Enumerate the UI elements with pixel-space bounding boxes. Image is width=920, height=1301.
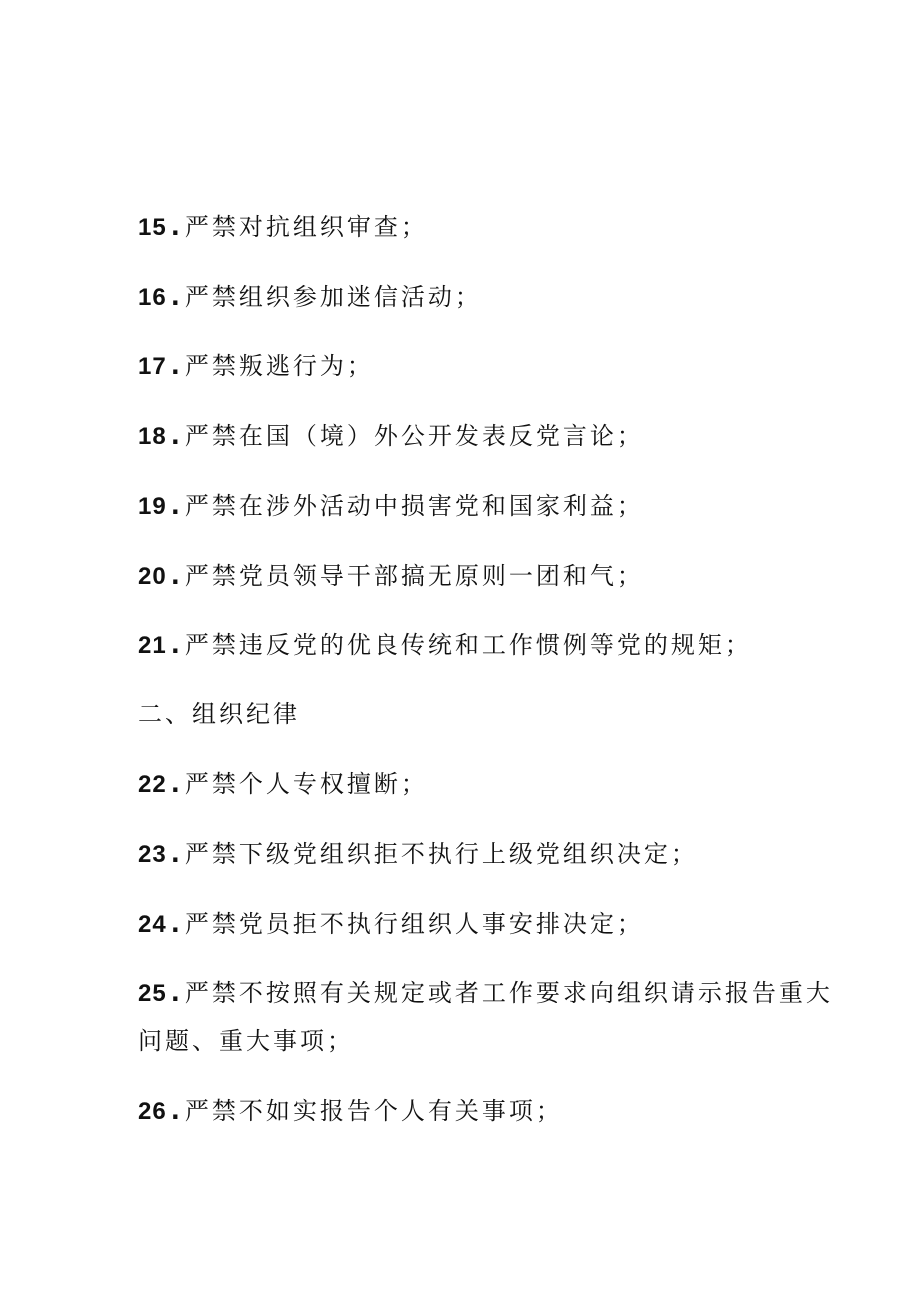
item-dot: . [170, 910, 183, 938]
item-text: 严禁违反党的优良传统和工作惯例等党的规矩； [184, 631, 752, 659]
item-dot: . [170, 352, 183, 380]
list-item-23 [138, 837, 698, 872]
list-item-22 [138, 767, 428, 802]
item-text: 严禁下级党组织拒不执行上级党组织决定； [184, 840, 698, 868]
list-item-15 [138, 210, 428, 245]
item-dot: . [170, 213, 183, 241]
item-number: 23 [138, 841, 167, 868]
item-text: 严禁党员拒不执行组织人事安排决定； [184, 910, 644, 938]
item-number: 20 [138, 563, 167, 590]
list-item-18 [138, 419, 644, 454]
list-item-25-continuation: 问题、重大事项； [138, 1027, 354, 1055]
item-text: 严禁对抗组织审查； [184, 213, 428, 241]
item-number: 19 [138, 493, 167, 520]
list-item-16 [138, 280, 482, 315]
item-number: 15 [138, 214, 167, 241]
item-number: 21 [138, 632, 167, 659]
item-number: 17 [138, 353, 167, 380]
item-text: 严禁在国（境）外公开发表反党言论； [184, 422, 644, 450]
item-text: 严禁在涉外活动中损害党和国家利益； [184, 492, 644, 520]
item-dot: . [170, 492, 183, 520]
item-dot: . [170, 283, 183, 311]
item-text: 严禁个人专权擅断； [184, 770, 428, 798]
item-dot: . [170, 840, 183, 868]
item-text: 严禁党员领导干部搞无原则一团和气； [184, 562, 644, 590]
item-number: 26 [138, 1098, 167, 1125]
list-item-26 [138, 1094, 563, 1129]
list-item-25 [138, 976, 833, 1011]
item-number: 24 [138, 911, 167, 938]
item-dot: . [170, 422, 183, 450]
list-item-17 [138, 349, 374, 384]
list-item-19 [138, 489, 644, 524]
list-item-20 [138, 559, 644, 594]
item-dot: . [170, 979, 183, 1007]
item-number: 25 [138, 980, 167, 1007]
item-text: 严禁不按照有关规定或者工作要求向组织请示报告重大 [184, 979, 833, 1007]
item-dot: . [170, 631, 183, 659]
section-heading: 二、组织纪律 [138, 700, 300, 728]
list-item-21 [138, 628, 752, 663]
item-text: 严禁组织参加迷信活动； [184, 283, 482, 311]
item-dot: . [170, 562, 183, 590]
item-number: 18 [138, 423, 167, 450]
item-text: 严禁叛逃行为； [184, 352, 374, 380]
item-dot: . [170, 1097, 183, 1125]
item-number: 16 [138, 284, 167, 311]
list-item-24 [138, 907, 644, 942]
item-number: 22 [138, 771, 167, 798]
item-dot: . [170, 770, 183, 798]
item-text: 严禁不如实报告个人有关事项； [184, 1097, 563, 1125]
